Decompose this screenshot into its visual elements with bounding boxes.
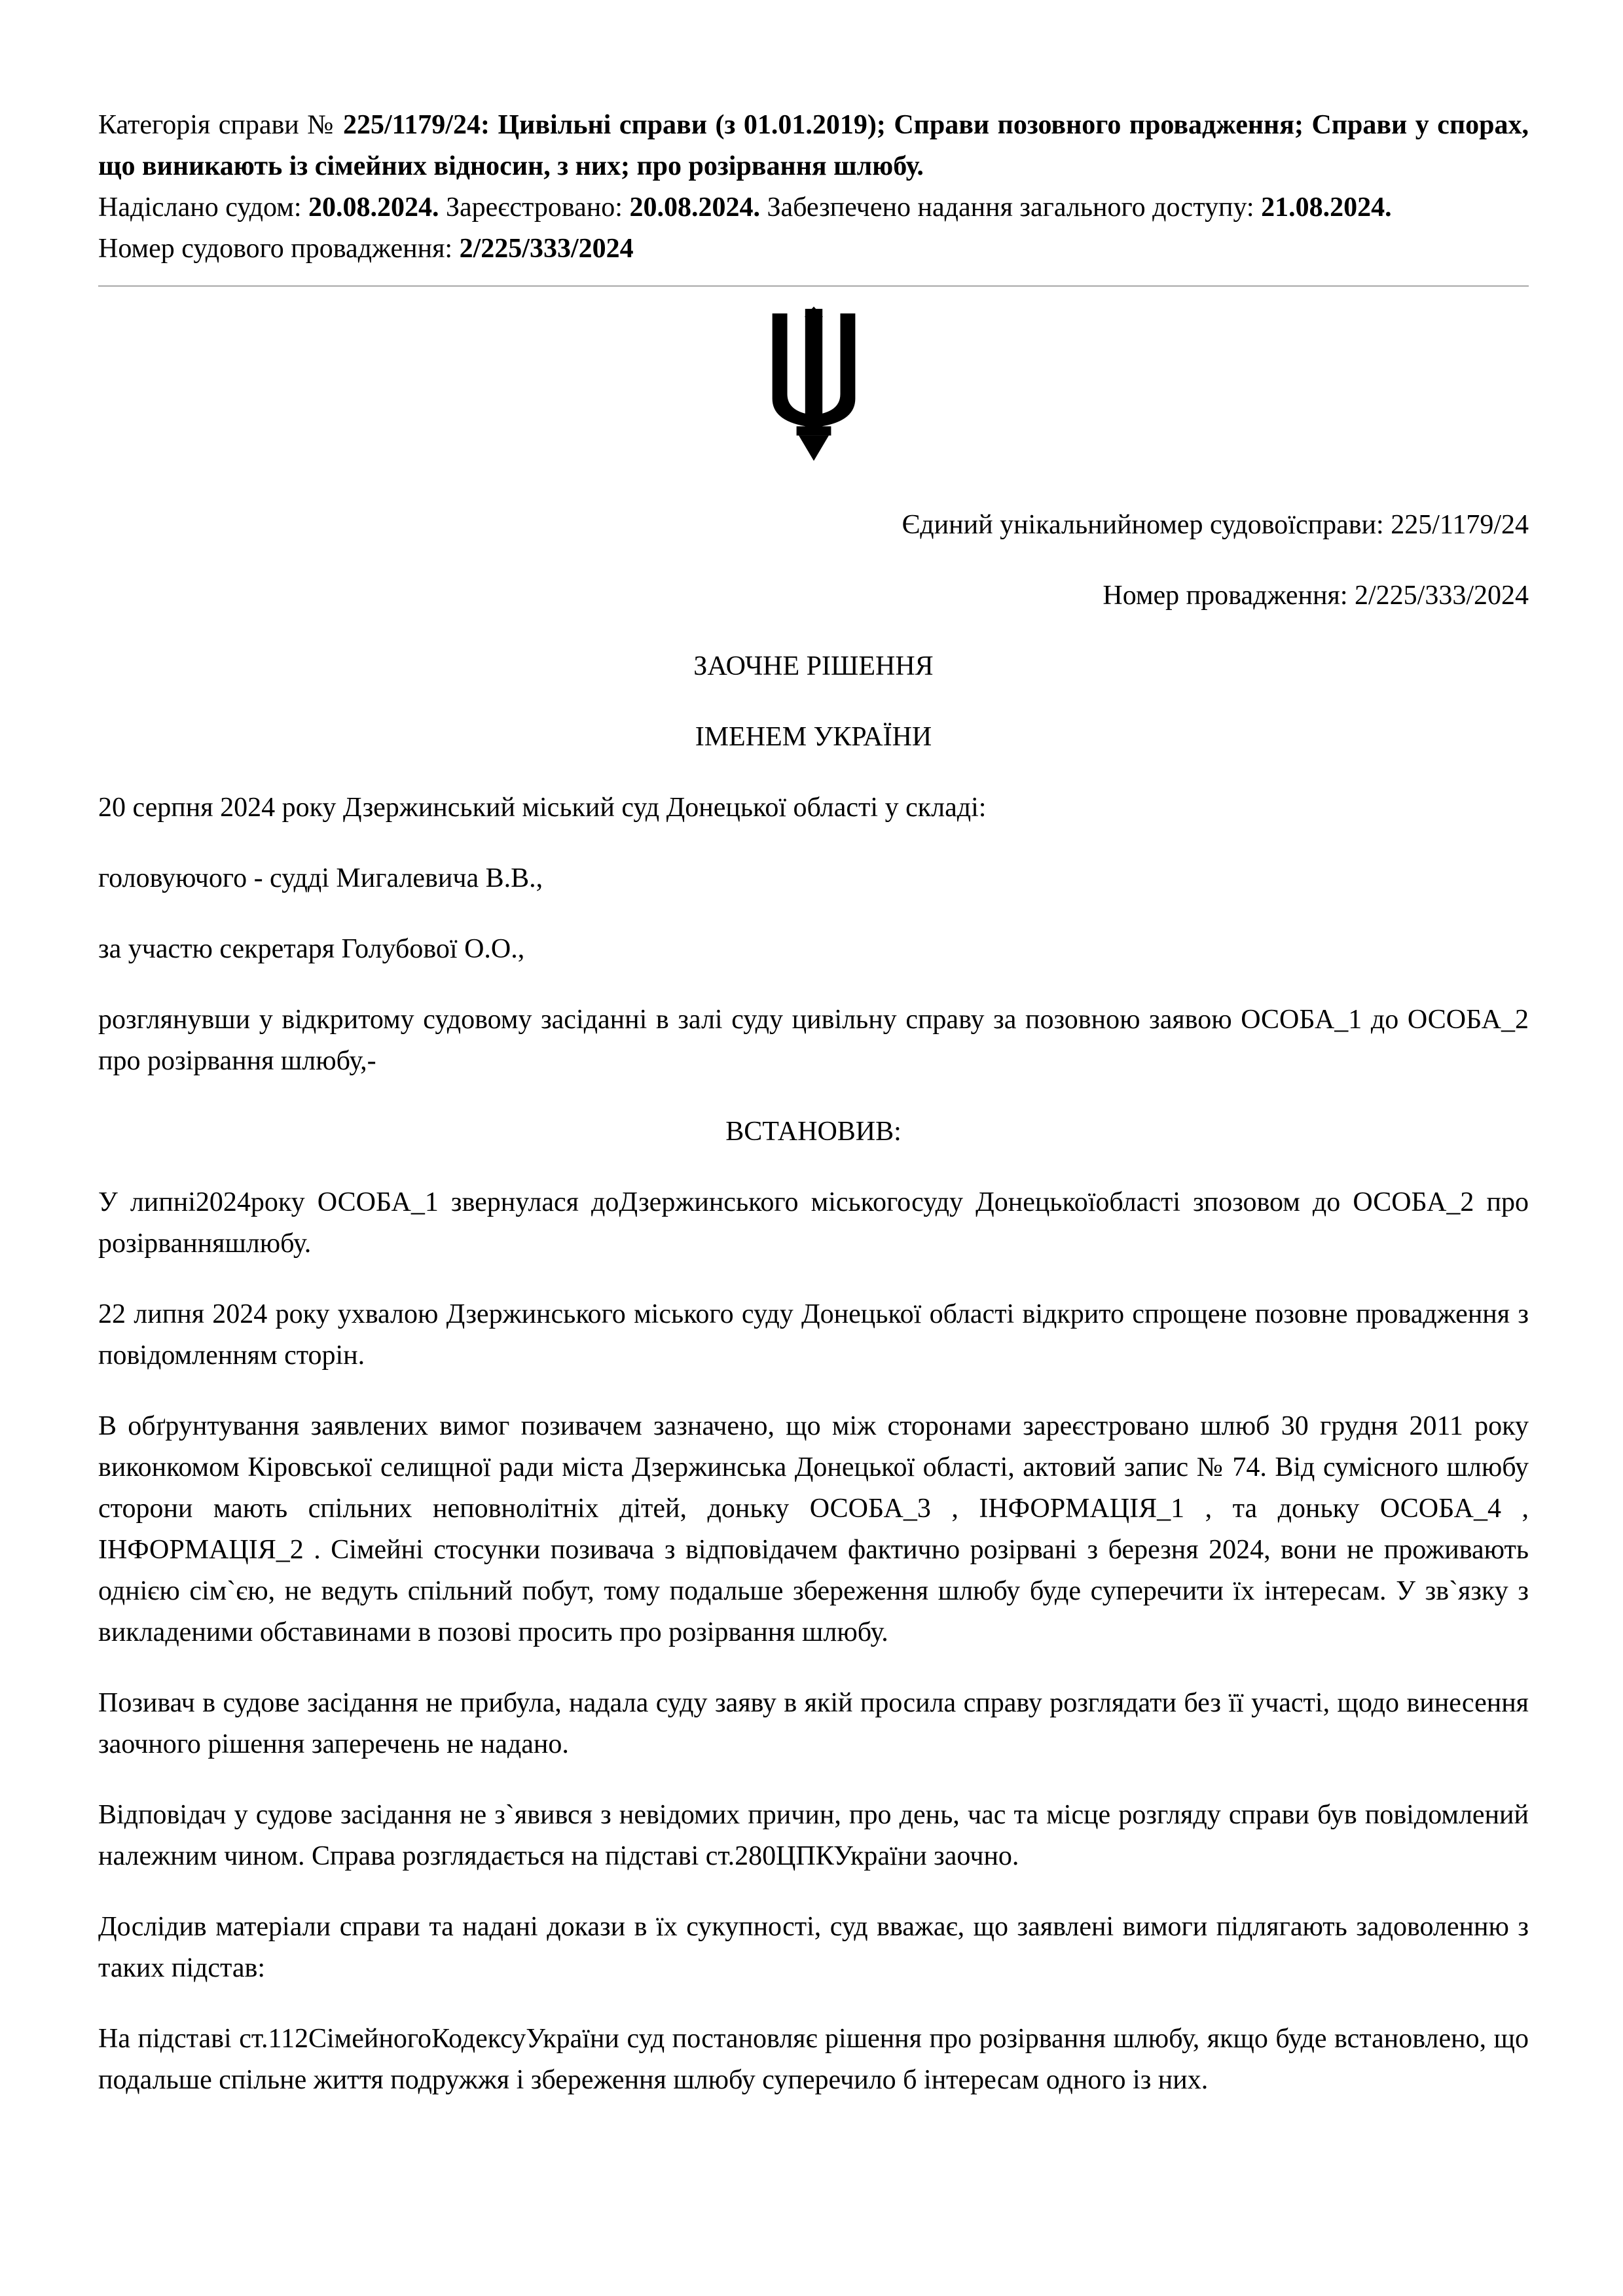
secretary-line: за участю секретаря Голубової О.О., xyxy=(98,934,525,964)
court-proceeding-number-line xyxy=(98,228,1529,270)
unique-case-number-line: Єдиний унікальнийномер судовоїсправи: 225/1179/24 xyxy=(902,510,1529,540)
fact-paragraph-plaintiff-absence: Позивач в судове засідання не прибула, надала суду заяву в якій просила справу розглядати без її участі, щодо винесення заочного рішення заперечень не надано. xyxy=(98,1688,1529,1759)
court-composition-paragraph: 20 серпня 2024 року Дзержинський міський суд Донецької області у складі: xyxy=(98,793,987,823)
case-dates-line xyxy=(98,187,1529,228)
fact-paragraph-claim-filed: У липні2024року ОСОБА_1 звернулася доДзержинського міськогосуду Донецькоїобласті зпозовом до ОСОБА_2 про розірванняшлюбу. xyxy=(98,1187,1529,1259)
established-heading: ВСТАНОВИВ: xyxy=(725,1117,902,1147)
proceeding-label: Номер судового провадження: xyxy=(98,234,453,264)
ukraine-coat-of-arms-icon xyxy=(98,306,1529,476)
sent-label: Надіслано судом: xyxy=(98,192,302,223)
registered-date: 20.08.2024. xyxy=(629,192,760,223)
meta-divider xyxy=(98,285,1529,287)
case-category-label: Категорія справи № xyxy=(98,110,335,140)
trident-icon xyxy=(756,306,871,463)
case-subject-paragraph: розглянувши у відкритому судовому засіданні в залі суду цивільну справу за позовною заявою ОСОБА_1 до ОСОБА_2 про розірвання шлюбу,- xyxy=(98,1005,1529,1076)
fact-paragraph-defendant-absence: Відповідач у судове засідання не з`явився з невідомих причин, про день, час та місце розгляду справи був повідомлений належним чином. Справа розглядається на підставі ст.280ЦПКУкраїни заочно. xyxy=(98,1800,1529,1871)
access-date: 21.08.2024. xyxy=(1261,192,1392,223)
decision-type-title: ЗАОЧНЕ РІШЕННЯ xyxy=(693,651,934,681)
case-category-value: 225/1179/24: Цивільні справи (з 01.01.2019); Справи позовного провадження; Справи у спорах, що виникають із сімейних відносин, з них; про розірвання шлюбу. xyxy=(98,110,1529,181)
sent-date: 20.08.2024. xyxy=(308,192,439,223)
proceeding-number-line: Номер провадження: 2/225/333/2024 xyxy=(1103,581,1529,611)
judge-line: головуючого - судді Мигалевича В.В., xyxy=(98,863,543,893)
fact-paragraph-proceeding-opened: 22 липня 2024 року ухвалою Дзержинського міського суду Донецької області відкрито спрощене позовне провадження з повідомленням сторін. xyxy=(98,1299,1529,1371)
registry-meta-header xyxy=(98,105,1529,270)
fact-paragraph-legal-basis: На підставі ст.112СімейногоКодексуУкраїни суд постановляє рішення про розірвання шлюбу, якщо буде встановлено, що подальше спільне життя подружжя і збереження шлюбу суперечило б інтересам одного із них. xyxy=(98,2024,1529,2095)
registered-label: Зареєстровано: xyxy=(446,192,623,223)
case-category-line xyxy=(98,105,1529,187)
in-the-name-of-ukraine-title: ІМЕНЕМ УКРАЇНИ xyxy=(695,722,932,752)
access-label: Забезпечено надання загального доступу: xyxy=(767,192,1254,223)
proceeding-value: 2/225/333/2024 xyxy=(459,234,634,264)
fact-paragraph-court-conclusion: Дослідив матеріали справи та надані докази в їх сукупності, суд вважає, що заявлені вимоги підлягають задоволенню з таких підстав: xyxy=(98,1912,1529,1983)
fact-paragraph-claim-grounds: В обґрунтування заявлених вимог позивачем зазначено, що між сторонами зареєстровано шлюб 30 грудня 2011 року виконкомом Кіровської селищної ради міста Дзержинська Донецької області, актовий запис № 74. Від сумісного шлюбу сторони мають спільних неповнолітніх дітей, доньку ОСОБА_3 , ІНФОРМАЦІЯ_1 , та доньку ОСОБА_4 , ІНФОРМАЦІЯ_2 . Сімейні стосунки позивача з відповідачем фактично розірвані з березня 2024, вони не проживають однією сім`єю, не ведуть спільний побут, тому подальше збереження шлюбу буде суперечити їх інтересам. У зв`язку з викладеними обставинами в позові просить про розірвання шлюбу. xyxy=(98,1411,1529,1647)
